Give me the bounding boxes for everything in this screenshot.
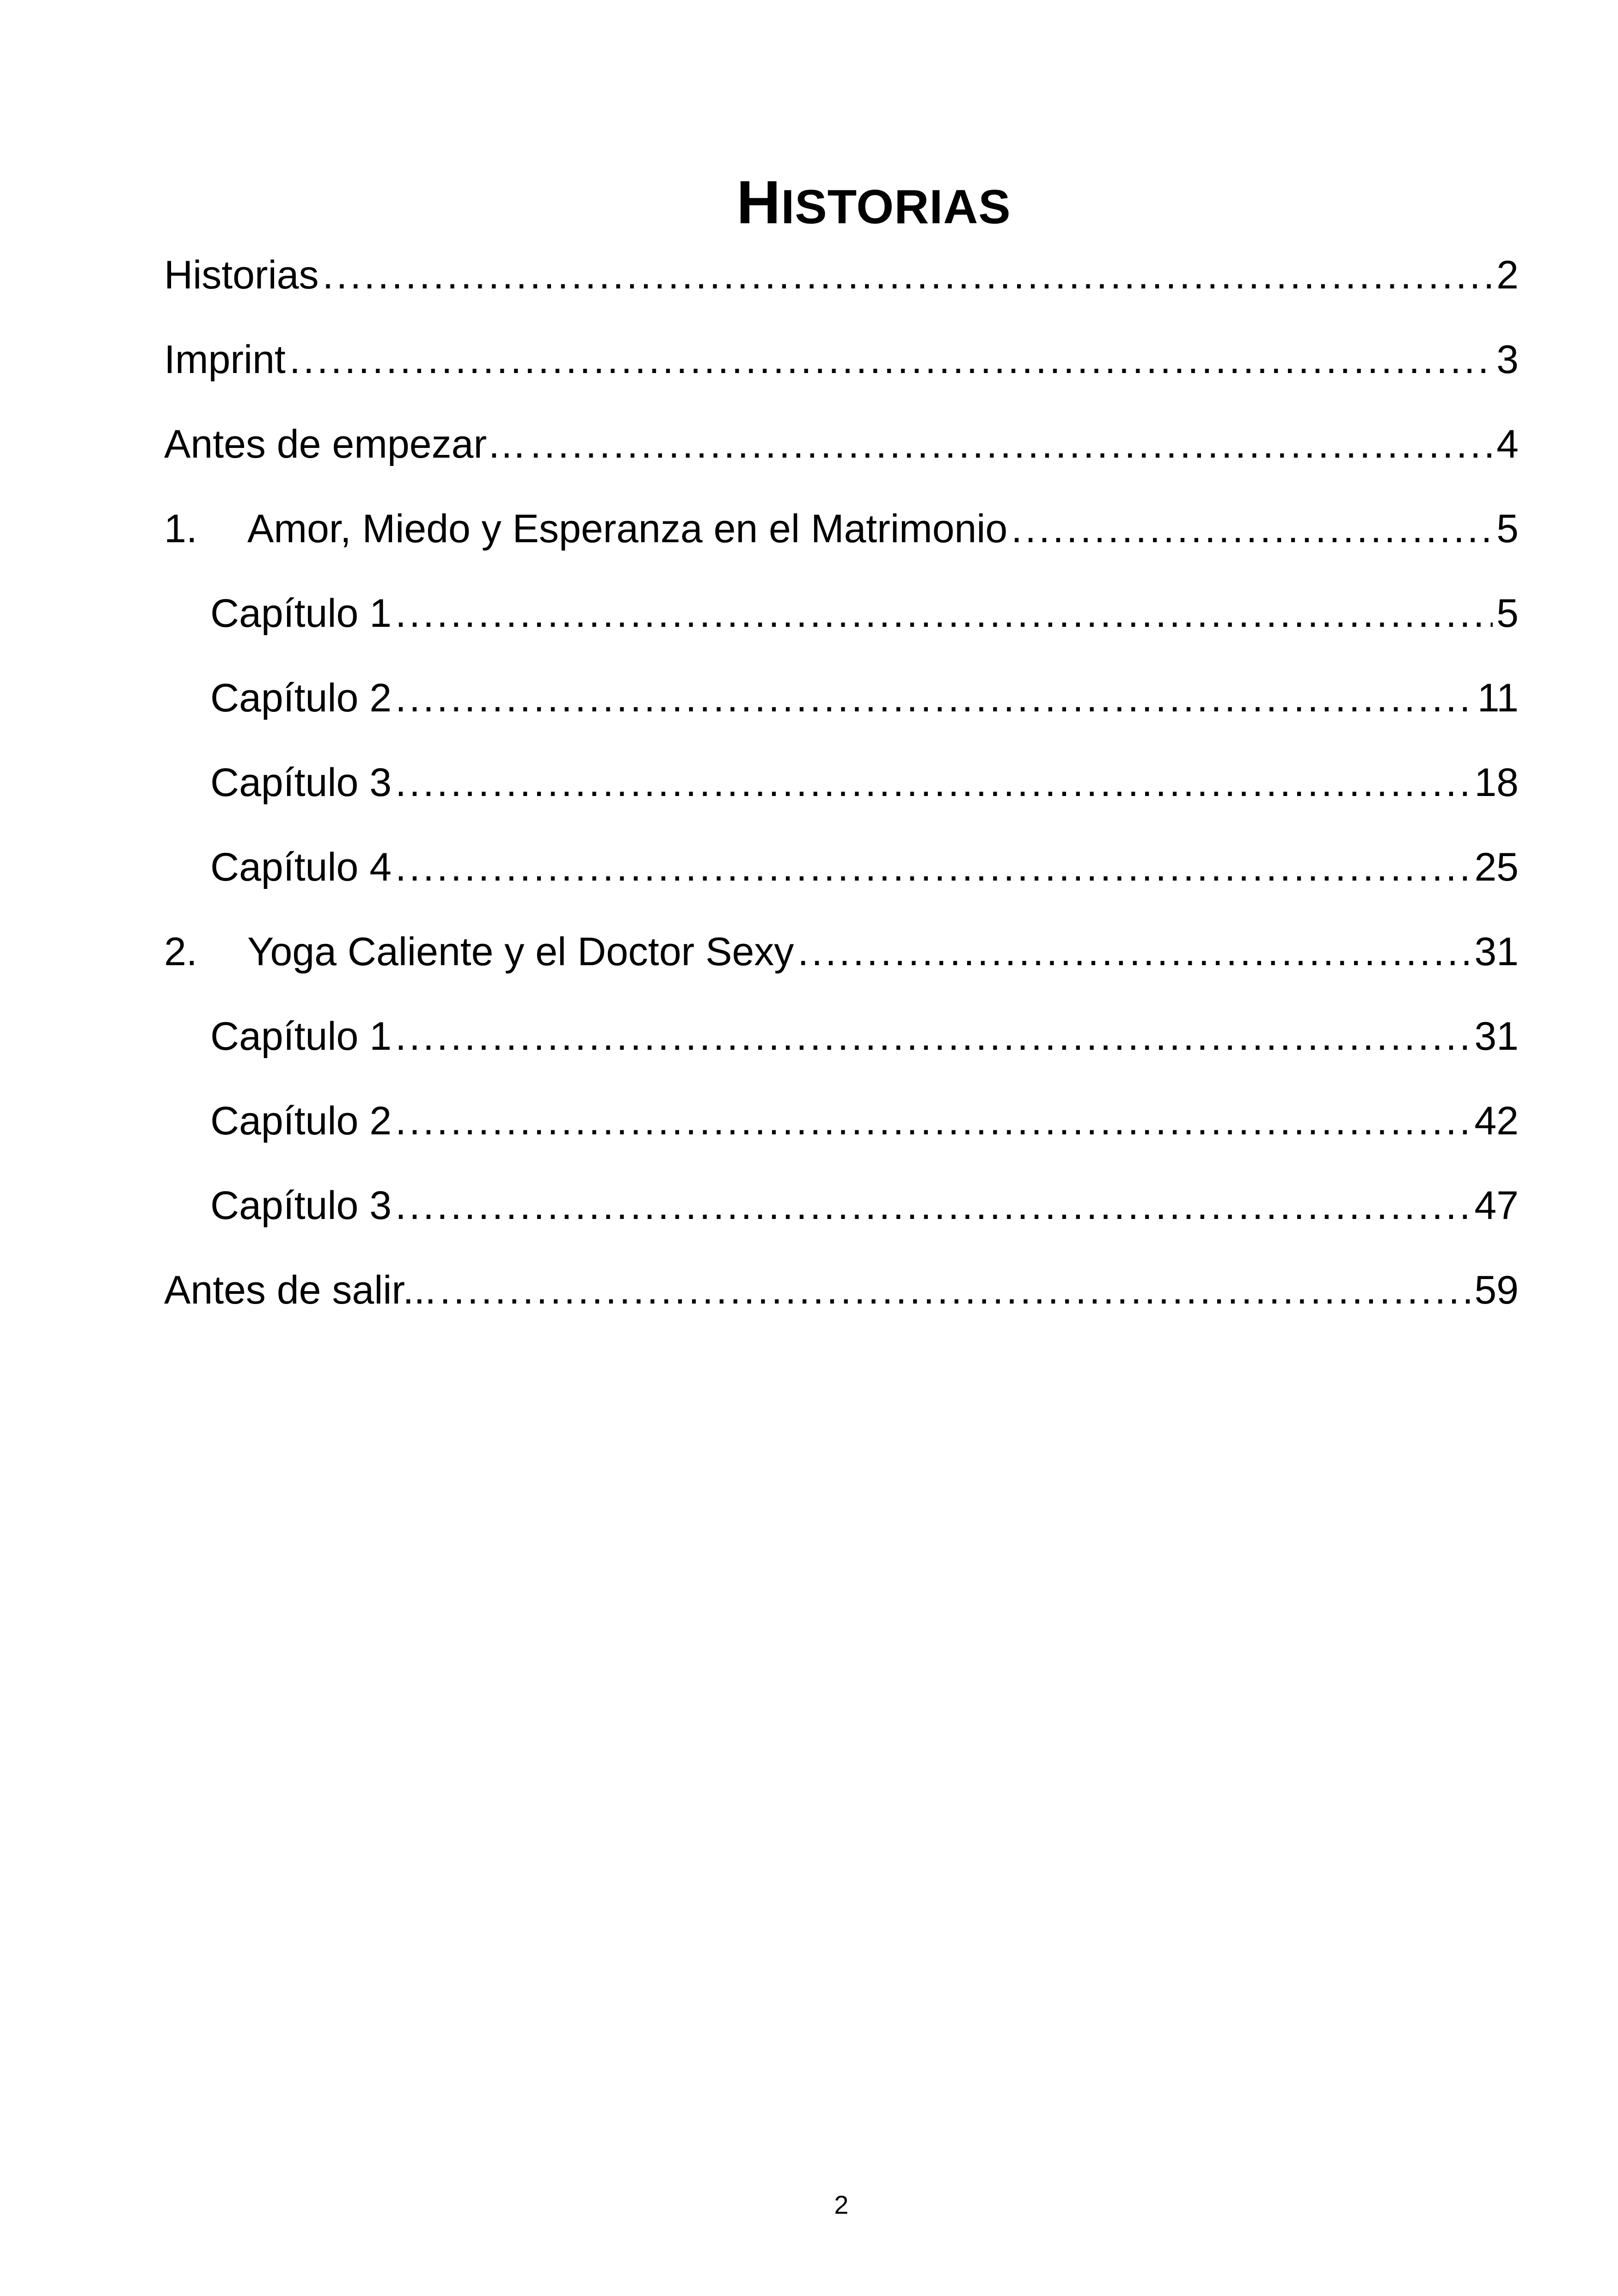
page-number: 2 — [834, 2190, 849, 2219]
toc-leader-dots — [395, 844, 1471, 890]
toc-entry-story-1-chapter-1[interactable] — [164, 590, 1519, 675]
toc-entry-number: 2. — [164, 930, 197, 974]
toc-entry-page: 25 — [1474, 845, 1519, 889]
toc-entry-story-1[interactable] — [164, 506, 1519, 590]
toc-leader-dots — [395, 675, 1474, 721]
toc-entry-story-2-chapter-1[interactable] — [164, 1013, 1519, 1098]
toc-entry-page: 31 — [1474, 1014, 1519, 1059]
toc-leader-dots — [530, 421, 1493, 467]
toc-entry-story-1-chapter-4[interactable] — [164, 844, 1519, 929]
toc-entry-page: 5 — [1496, 507, 1519, 551]
toc-entry-antes-de-empezar[interactable] — [164, 421, 1519, 506]
toc-entry-story-2[interactable] — [164, 929, 1519, 1013]
toc-entry-label: Antes de salir... — [164, 1268, 436, 1312]
toc-leader-dots — [797, 929, 1471, 975]
toc-leader-dots — [440, 1267, 1471, 1313]
toc-leader-dots — [323, 252, 1493, 298]
toc-entry-story-1-chapter-3[interactable] — [164, 759, 1519, 844]
toc-entry-number: 1. — [164, 507, 197, 551]
toc-entry-label: Imprint — [164, 337, 286, 382]
toc-entry-page: 3 — [1496, 337, 1519, 382]
toc-entry-antes-de-salir[interactable] — [164, 1267, 1519, 1352]
toc-entry-page: 5 — [1496, 591, 1519, 636]
page-title — [0, 165, 1618, 244]
toc-entry-page: 18 — [1474, 760, 1519, 805]
toc-entry-label: Capítulo 1 — [210, 1014, 392, 1059]
toc-entry-story-1-chapter-2[interactable] — [164, 675, 1519, 759]
toc-entry-label: Amor, Miedo y Esperanza en el Matrimonio — [247, 507, 1008, 551]
page-title-rest: ISTORIAS — [781, 180, 1011, 234]
toc-entry-historias[interactable] — [164, 252, 1519, 337]
toc-entry-page: 47 — [1474, 1183, 1519, 1228]
toc-entry-page: 11 — [1477, 676, 1519, 720]
toc-leader-dots — [395, 1098, 1471, 1144]
toc-leader-dots — [395, 1013, 1471, 1059]
toc-entry-page: 4 — [1496, 422, 1519, 466]
table-of-contents — [164, 252, 1519, 1352]
toc-entry-story-2-chapter-3[interactable] — [164, 1182, 1519, 1267]
toc-entry-imprint[interactable] — [164, 337, 1519, 421]
toc-entry-page: 31 — [1474, 930, 1519, 974]
toc-entry-label: Capítulo 1 — [210, 591, 392, 636]
toc-entry-story-2-chapter-2[interactable] — [164, 1098, 1519, 1182]
toc-entry-label: Capítulo 3 — [210, 1183, 392, 1228]
toc-entry-page: 42 — [1474, 1099, 1519, 1143]
toc-entry-page: 2 — [1496, 253, 1519, 297]
toc-entry-label: Antes de empezar… — [164, 422, 527, 466]
toc-entry-label: Capítulo 4 — [210, 845, 392, 889]
toc-entry-label: Yoga Caliente y el Doctor Sexy — [247, 930, 794, 974]
toc-entry-label: Capítulo 2 — [210, 676, 392, 720]
toc-entry-label: Capítulo 3 — [210, 760, 392, 805]
toc-entry-label: Historias — [164, 253, 319, 297]
toc-leader-dots — [1011, 506, 1493, 552]
page-title-first-letter: H — [736, 168, 781, 237]
toc-leader-dots — [395, 590, 1493, 637]
toc-leader-dots — [395, 1182, 1471, 1229]
toc-entry-label: Capítulo 2 — [210, 1099, 392, 1143]
toc-leader-dots — [289, 337, 1493, 383]
toc-leader-dots — [395, 759, 1471, 806]
toc-entry-page: 59 — [1474, 1268, 1519, 1312]
